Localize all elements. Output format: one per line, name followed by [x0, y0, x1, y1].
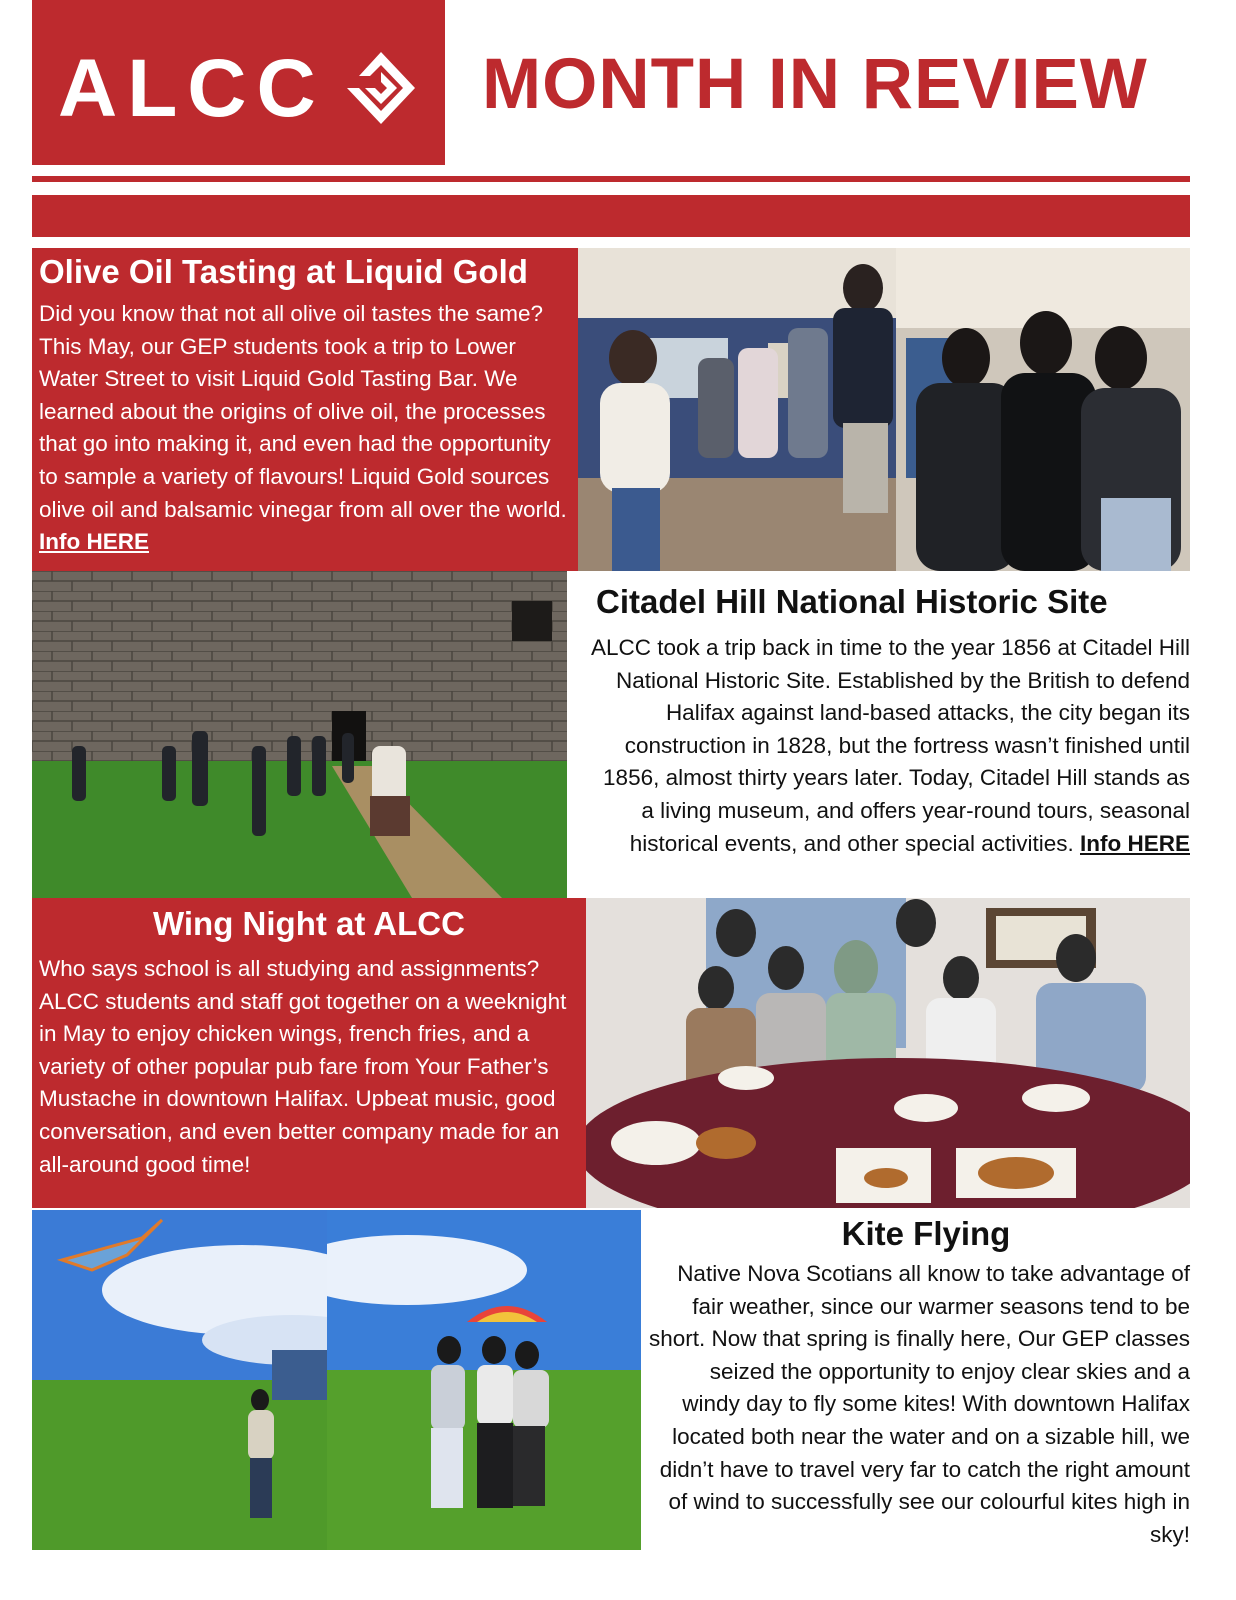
header-divider-bar: [32, 195, 1190, 237]
citadel-hill-body: ALCC took a trip back in time to the year 1856 at Citadel Hill National Historic Site. Established by the British to defend Halifax against land-based attacks, the city began its construction in 1828, but the fortress wasn’t finished until 1856, almost thirty years later. Today, Citadel Hill stands as a living museum, and offers year-round tours, seasonal historical events, and other special activities.: [590, 635, 1190, 856]
citadel-hill-photo: [32, 571, 567, 898]
page-title: MONTH IN REVIEW: [482, 45, 1148, 124]
kite-flying-group-photo: [327, 1210, 641, 1550]
citadel-hill-article: [590, 580, 1190, 898]
kite-flying-photo-field: [32, 1210, 327, 1550]
logo-wordmark: ALCC: [58, 43, 326, 134]
citadel-hill-title: Citadel Hill National Historic Site: [596, 583, 1108, 620]
olive-oil-article: [32, 248, 578, 571]
wing-night-title: Wing Night at ALCC: [153, 905, 465, 942]
olive-oil-photo-group: [578, 248, 896, 571]
olive-oil-body-wrap: [39, 298, 574, 559]
kite-flying-body: Native Nova Scotians all know to take advantage of fair weather, since our warmer seasons tend to be short. Now that spring is finally here, Our GEP classes seized the opportunity to enjoy clear skies and a windy day to fly some kites! With downtown Halifax located both near the water and on a sizable hill, we didn’t have to travel very far to catch the right amount of wind to successfully see our colourful kites high in sky!: [648, 1261, 1190, 1547]
citadel-hill-info-link[interactable]: Info HERE: [1080, 830, 1190, 856]
olive-oil-info-link[interactable]: Info HERE: [39, 529, 149, 555]
wing-night-article: [32, 898, 586, 1208]
olive-oil-title: Olive Oil Tasting at Liquid Gold: [39, 253, 528, 290]
olive-oil-body: Did you know that not all olive oil tastes the same? This May, our GEP students took a trip to Lower Water Street to visit Liquid Gold Tasting Bar. We learned about the origins of olive oil, the processes that go into making it, and even had the opportunity to sample a variety of flavours! Liquid Gold sources olive oil and balsamic vinegar from all over the world.: [39, 301, 567, 522]
logo-mark-icon: [345, 48, 417, 128]
header-divider-thin: [32, 176, 1190, 182]
wing-night-body: Who says school is all studying and assignments? ALCC students and staff got together on a weeknight in May to enjoy chicken wings, french fries, and a variety of other popular pub fare from Your Father’s Mustache in downtown Halifax. Upbeat music, good conversation, and even better company made for an all-around good time!: [39, 956, 567, 1177]
olive-oil-tasting-photo: [896, 248, 1190, 571]
kite-flying-article: [646, 1210, 1190, 1600]
citadel-hill-body-wrap: [590, 632, 1190, 860]
wing-night-photo: [586, 898, 1190, 1208]
kite-flying-title: Kite Flying: [841, 1215, 1011, 1252]
